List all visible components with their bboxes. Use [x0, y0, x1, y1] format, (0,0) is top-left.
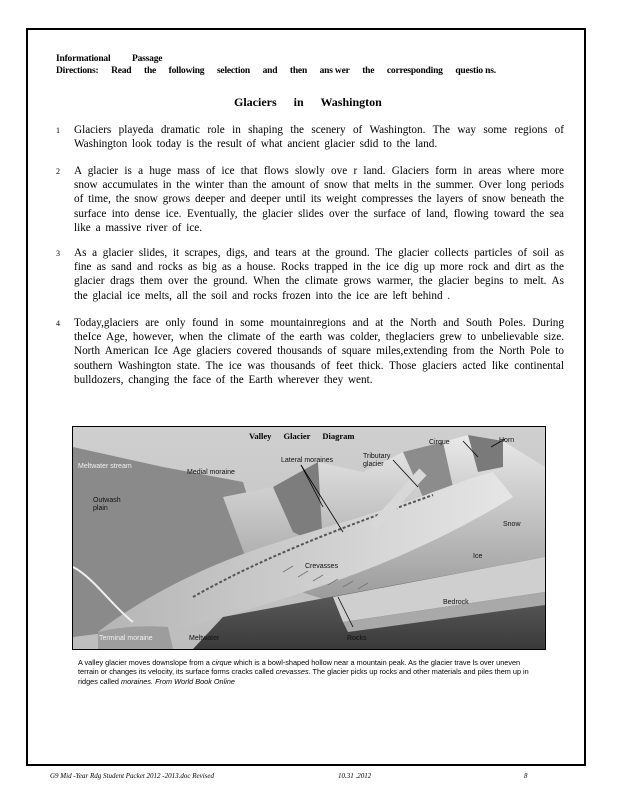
paragraph-text: As a glacier slides, it scrapes, digs, and tears at the ground. The glacier collects particles of soil as fine as sand and rocks as big as a house. Rocks trapped in the ice dig up more rock and dirt as the glacier drags them over the ground. When the climate grows warmer, the glacier begins to melt. As the glacial ice melts, all the soil and rocks frozen into the ice are left behind .: [74, 247, 564, 302]
paragraph-number: 2: [56, 167, 60, 176]
bedrock-label: Bedrock: [443, 599, 469, 606]
directions-word: and: [262, 66, 278, 76]
directions-word: then: [289, 66, 308, 76]
paragraph: [56, 123, 564, 151]
paragraph-number: 3: [56, 249, 60, 258]
rocks-label: Rocks: [347, 635, 367, 642]
caption-text: which is a bowl-shaped hollow near a mountain peak. As the glacier trave ls over uneven terrain or changes its velocity, its surface forms cracks called: [78, 658, 521, 677]
footer-date: 10.31 .2012: [338, 772, 372, 780]
directions-word: Read: [111, 66, 132, 76]
header-label: Informational: [56, 54, 111, 64]
lateral-moraines-label: Lateral moraines: [281, 457, 334, 464]
tributary-glacier-label: Tributary glacier: [363, 453, 391, 468]
snow-label: Snow: [503, 521, 521, 528]
header-passage: Passage: [132, 54, 163, 64]
cirque-label: Cirque: [429, 439, 450, 446]
meltwater-label: Meltwater: [189, 635, 220, 642]
diagram-title: Valley Glacier Diagram: [249, 431, 355, 441]
directions-word: questio ns.: [455, 66, 496, 76]
medial-moraine-label: Medial moraine: [187, 469, 235, 476]
paragraph-text: Today,glaciers are only found in some mountainregions and at the North and South Poles. During theIce Age, however, when the climate of the earth was colder, theglaciers grew to unbelievable size. North American Ice Age glaciers covered thousands of square miles,extending from the North Pole to southern Washington state. The ice was thousands of feet thick. Those glaciers acted like continental bulldozers, changing the face of the Earth wherever they went.: [74, 317, 564, 386]
directions-word: selection: [216, 66, 250, 76]
meltwater-stream-label: Meltwater stream: [78, 463, 132, 470]
footer-page-number: 8: [524, 772, 528, 780]
directions-word: ans wer: [319, 66, 350, 76]
caption-term-crevasses: crevasses.: [275, 667, 311, 677]
passage-title: Glaciers in Washington: [234, 95, 382, 109]
diagram-caption: [78, 658, 540, 686]
directions-word: Directions:: [56, 66, 99, 76]
paragraph: [56, 316, 564, 387]
terminal-moraine-label: Terminal moraine: [99, 635, 153, 642]
caption-source: From World Book Online: [153, 676, 235, 686]
caption-term-cirque: cirque: [211, 658, 232, 667]
crevasses-label: Crevasses: [305, 563, 339, 570]
ice-label: Ice: [473, 553, 483, 560]
caption-text: A valley glacier moves downslope from a: [78, 658, 212, 667]
valley-glacier-diagram: [72, 426, 546, 650]
outwash-plain-label: Outwash plain: [93, 497, 121, 512]
directions-word: corresponding: [386, 66, 443, 76]
paragraph-number: 1: [56, 126, 60, 135]
caption-text: The glacier picks up rocks and other materials and piles them up in ridges called: [78, 667, 529, 686]
directions-line: [56, 66, 496, 76]
paragraph-number: 4: [56, 319, 60, 328]
directions-word: the: [143, 66, 157, 76]
paragraph-text: A glacier is a huge mass of ice that flows slowly ove r land. Glaciers form in areas where more snow accumulates in the winter than the amount of snow that melts in the summer. Over long periods of time, the snow grows deeper and deeper until its weight compresses the layers of snow beneath the surface into dense ice. Eventually, the glacier slides over the surface of land, flowing toward the sea like a massive river of ice.: [74, 165, 564, 234]
paragraph: [56, 164, 564, 235]
paragraph: [56, 246, 564, 303]
footer-document-info: G9 Mid -Year Rdg Student Packet 2012 -2013.doc Revised: [50, 772, 215, 780]
paragraph-text: Glaciers playeda dramatic role in shaping the scenery of Washington. The way some regions of Washington look today is the result of what ancient glacier sdid to the land.: [74, 124, 564, 151]
directions-word: following: [168, 66, 205, 76]
horn-label: Horn: [499, 437, 515, 444]
caption-term-moraines: moraines.: [121, 676, 154, 686]
directions-word: the: [362, 66, 375, 76]
